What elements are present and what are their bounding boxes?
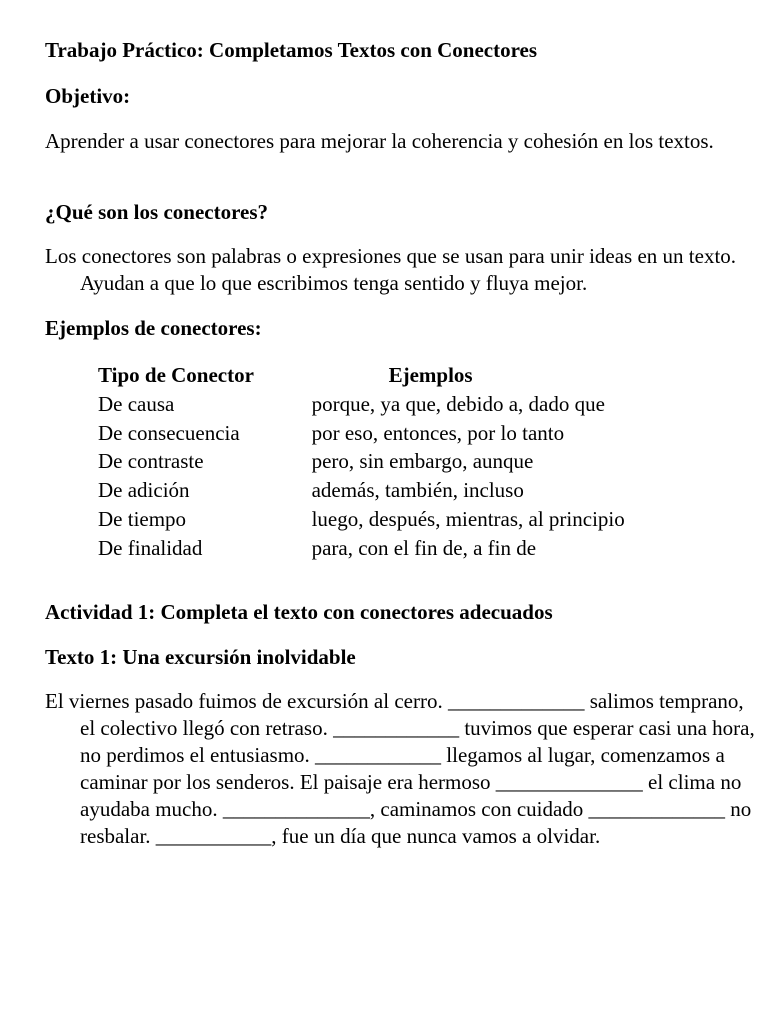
connectors-table bbox=[95, 361, 725, 563]
table-header-type: Tipo de Conector bbox=[98, 363, 254, 387]
text1-heading: Texto 1: Una excursión inolvidable bbox=[45, 645, 356, 669]
objective-heading: Objetivo: bbox=[45, 84, 131, 108]
connector-type: De tiempo bbox=[98, 506, 187, 531]
connector-examples: además, también, incluso bbox=[311, 478, 524, 503]
activity-heading: Actividad 1: Completa el texto con conectores adecuados bbox=[45, 600, 553, 624]
table-header-examples: Ejemplos bbox=[388, 363, 473, 387]
table-row bbox=[95, 447, 725, 476]
objective-text: Aprender a usar conectores para mejorar la coherencia y cohesión en los textos. bbox=[45, 129, 714, 153]
connector-examples: para, con el fin de, a fin de bbox=[311, 535, 537, 560]
table-row bbox=[95, 505, 725, 534]
what-heading: ¿Qué son los conectores? bbox=[45, 200, 269, 224]
connector-type: De adición bbox=[98, 478, 190, 503]
text1-body: El viernes pasado fuimos de excursión al cerro. _____________ salimos temprano, el colectivo llegó con retraso. ____________ tuvimos que esperar casi una hora, no perdimos el entusiasmo. ____________ llegamos al lugar, comenzamos a caminar por los senderos. El paisaje era hermoso ______________ el clima no ayudaba mucho. ______________, caminamos con cuidado _____________ no resbalar. ___________, fue un día que nunca vamos a olvidar. bbox=[45, 689, 755, 848]
examples-heading: Ejemplos de conectores: bbox=[45, 316, 262, 340]
table-row bbox=[95, 534, 725, 563]
table-header-row bbox=[95, 361, 725, 390]
connector-examples: porque, ya que, debido a, dado que bbox=[311, 391, 605, 416]
table-row bbox=[95, 476, 725, 505]
connector-type: De consecuencia bbox=[98, 420, 240, 445]
connector-type: De contraste bbox=[98, 449, 204, 474]
table-row bbox=[95, 419, 725, 448]
connector-examples: luego, después, mientras, al principio bbox=[311, 506, 625, 531]
document-title: Trabajo Práctico: Completamos Textos con Conectores bbox=[45, 38, 538, 62]
connector-type: De causa bbox=[98, 391, 175, 416]
what-text: Los conectores son palabras o expresiones que se usan para unir ideas en un texto. Ayudan a que lo que escribimos tenga sentido y fluya mejor. bbox=[45, 244, 737, 295]
connector-type: De finalidad bbox=[98, 535, 203, 560]
table-row bbox=[95, 390, 725, 419]
connector-examples: pero, sin embargo, aunque bbox=[311, 449, 534, 474]
connector-examples: por eso, entonces, por lo tanto bbox=[311, 420, 565, 445]
